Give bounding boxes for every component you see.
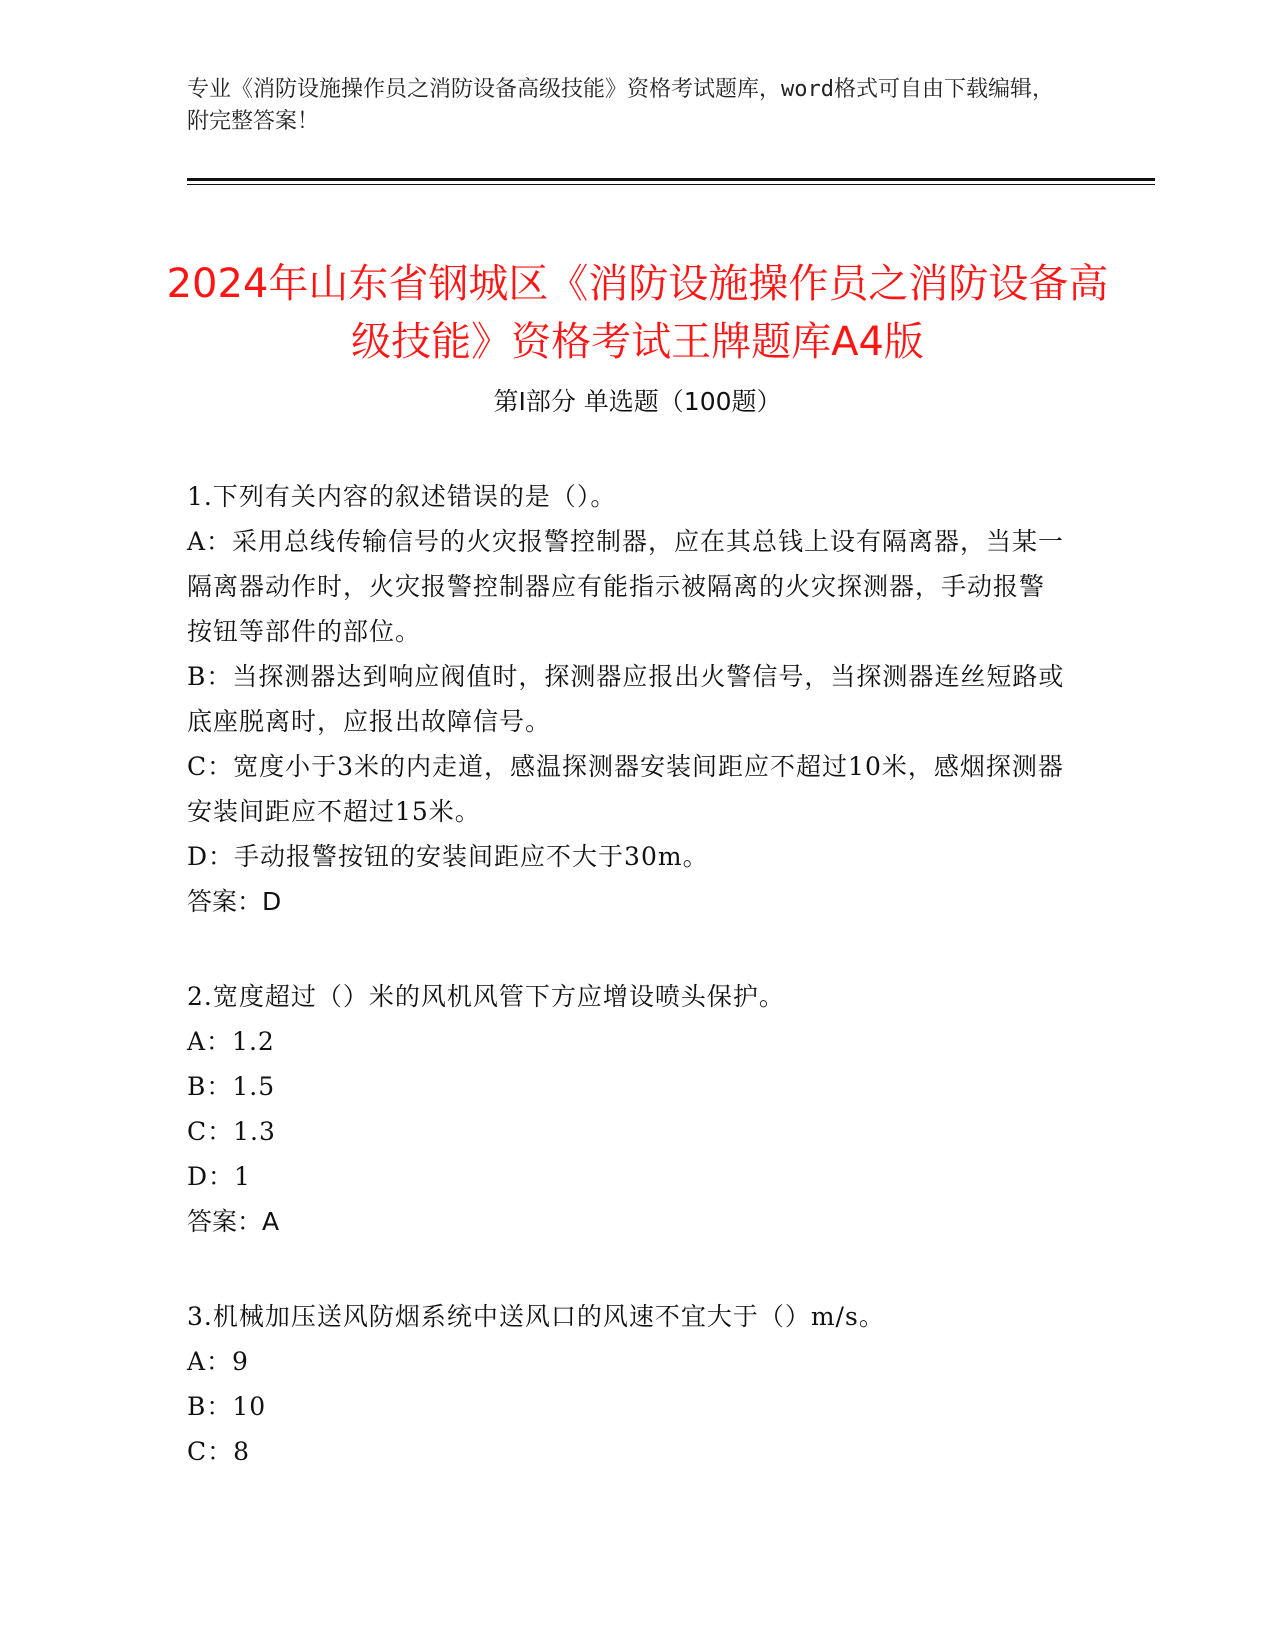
question-text: 2.宽度超过（）米的风机风管下方应增设喷头保护。 xyxy=(187,982,785,1011)
header-note: 专业《消防设施操作员之消防设备高级技能》资格考试题库，word格式可自由下载编辑，附完整答案！ xyxy=(187,77,1054,134)
option-a: A：采用总线传输信号的火灾报警控制器，应在其总钱上设有隔离器，当某一隔离器动作时，火灾报警控制器应有能指示被隔离的火灾探测器，手动报警按钮等部件的部位。 xyxy=(187,527,1065,646)
question-list xyxy=(187,474,1067,1524)
answer: 答案：D xyxy=(187,887,282,916)
option-b: B：1.5 xyxy=(187,1072,276,1101)
question-3 xyxy=(187,1294,1067,1474)
option-d: D：1 xyxy=(187,1162,251,1191)
option-c: C：8 xyxy=(187,1437,251,1466)
option-b: B：10 xyxy=(187,1392,267,1421)
option-d: D：手动报警按钮的安装间距应不大于30m。 xyxy=(187,842,709,871)
option-c: C：1.3 xyxy=(187,1117,276,1146)
option-c: C：宽度小于3米的内走道，感温探测器安装间距应不超过10米，感烟探测器安装间距应不超过15米。 xyxy=(187,752,1064,826)
question-2 xyxy=(187,974,1067,1244)
question-text: 3.机械加压送风防烟系统中送风口的风速不宜大于（）m/s。 xyxy=(187,1302,885,1331)
document-title: 2024年山东省钢城区《消防设施操作员之消防设备高级技能》资格考试王牌题库A4版 xyxy=(166,260,1109,365)
header-rule-thin xyxy=(187,184,1155,185)
answer: 答案：A xyxy=(187,1207,280,1236)
question-text: 1.下列有关内容的叙述错误的是（）。 xyxy=(187,482,617,511)
option-b: B：当探测器达到响应阀值时，探测器应报出火警信号，当探测器连丝短路或底座脱离时，应报出故障信号。 xyxy=(187,662,1065,736)
section-heading: 第Ⅰ部分 单选题（100题） xyxy=(493,387,782,416)
header-rule-thick xyxy=(187,178,1155,181)
option-a: A：1.2 xyxy=(187,1027,275,1056)
option-a: A：9 xyxy=(187,1347,249,1376)
question-1 xyxy=(187,474,1067,924)
